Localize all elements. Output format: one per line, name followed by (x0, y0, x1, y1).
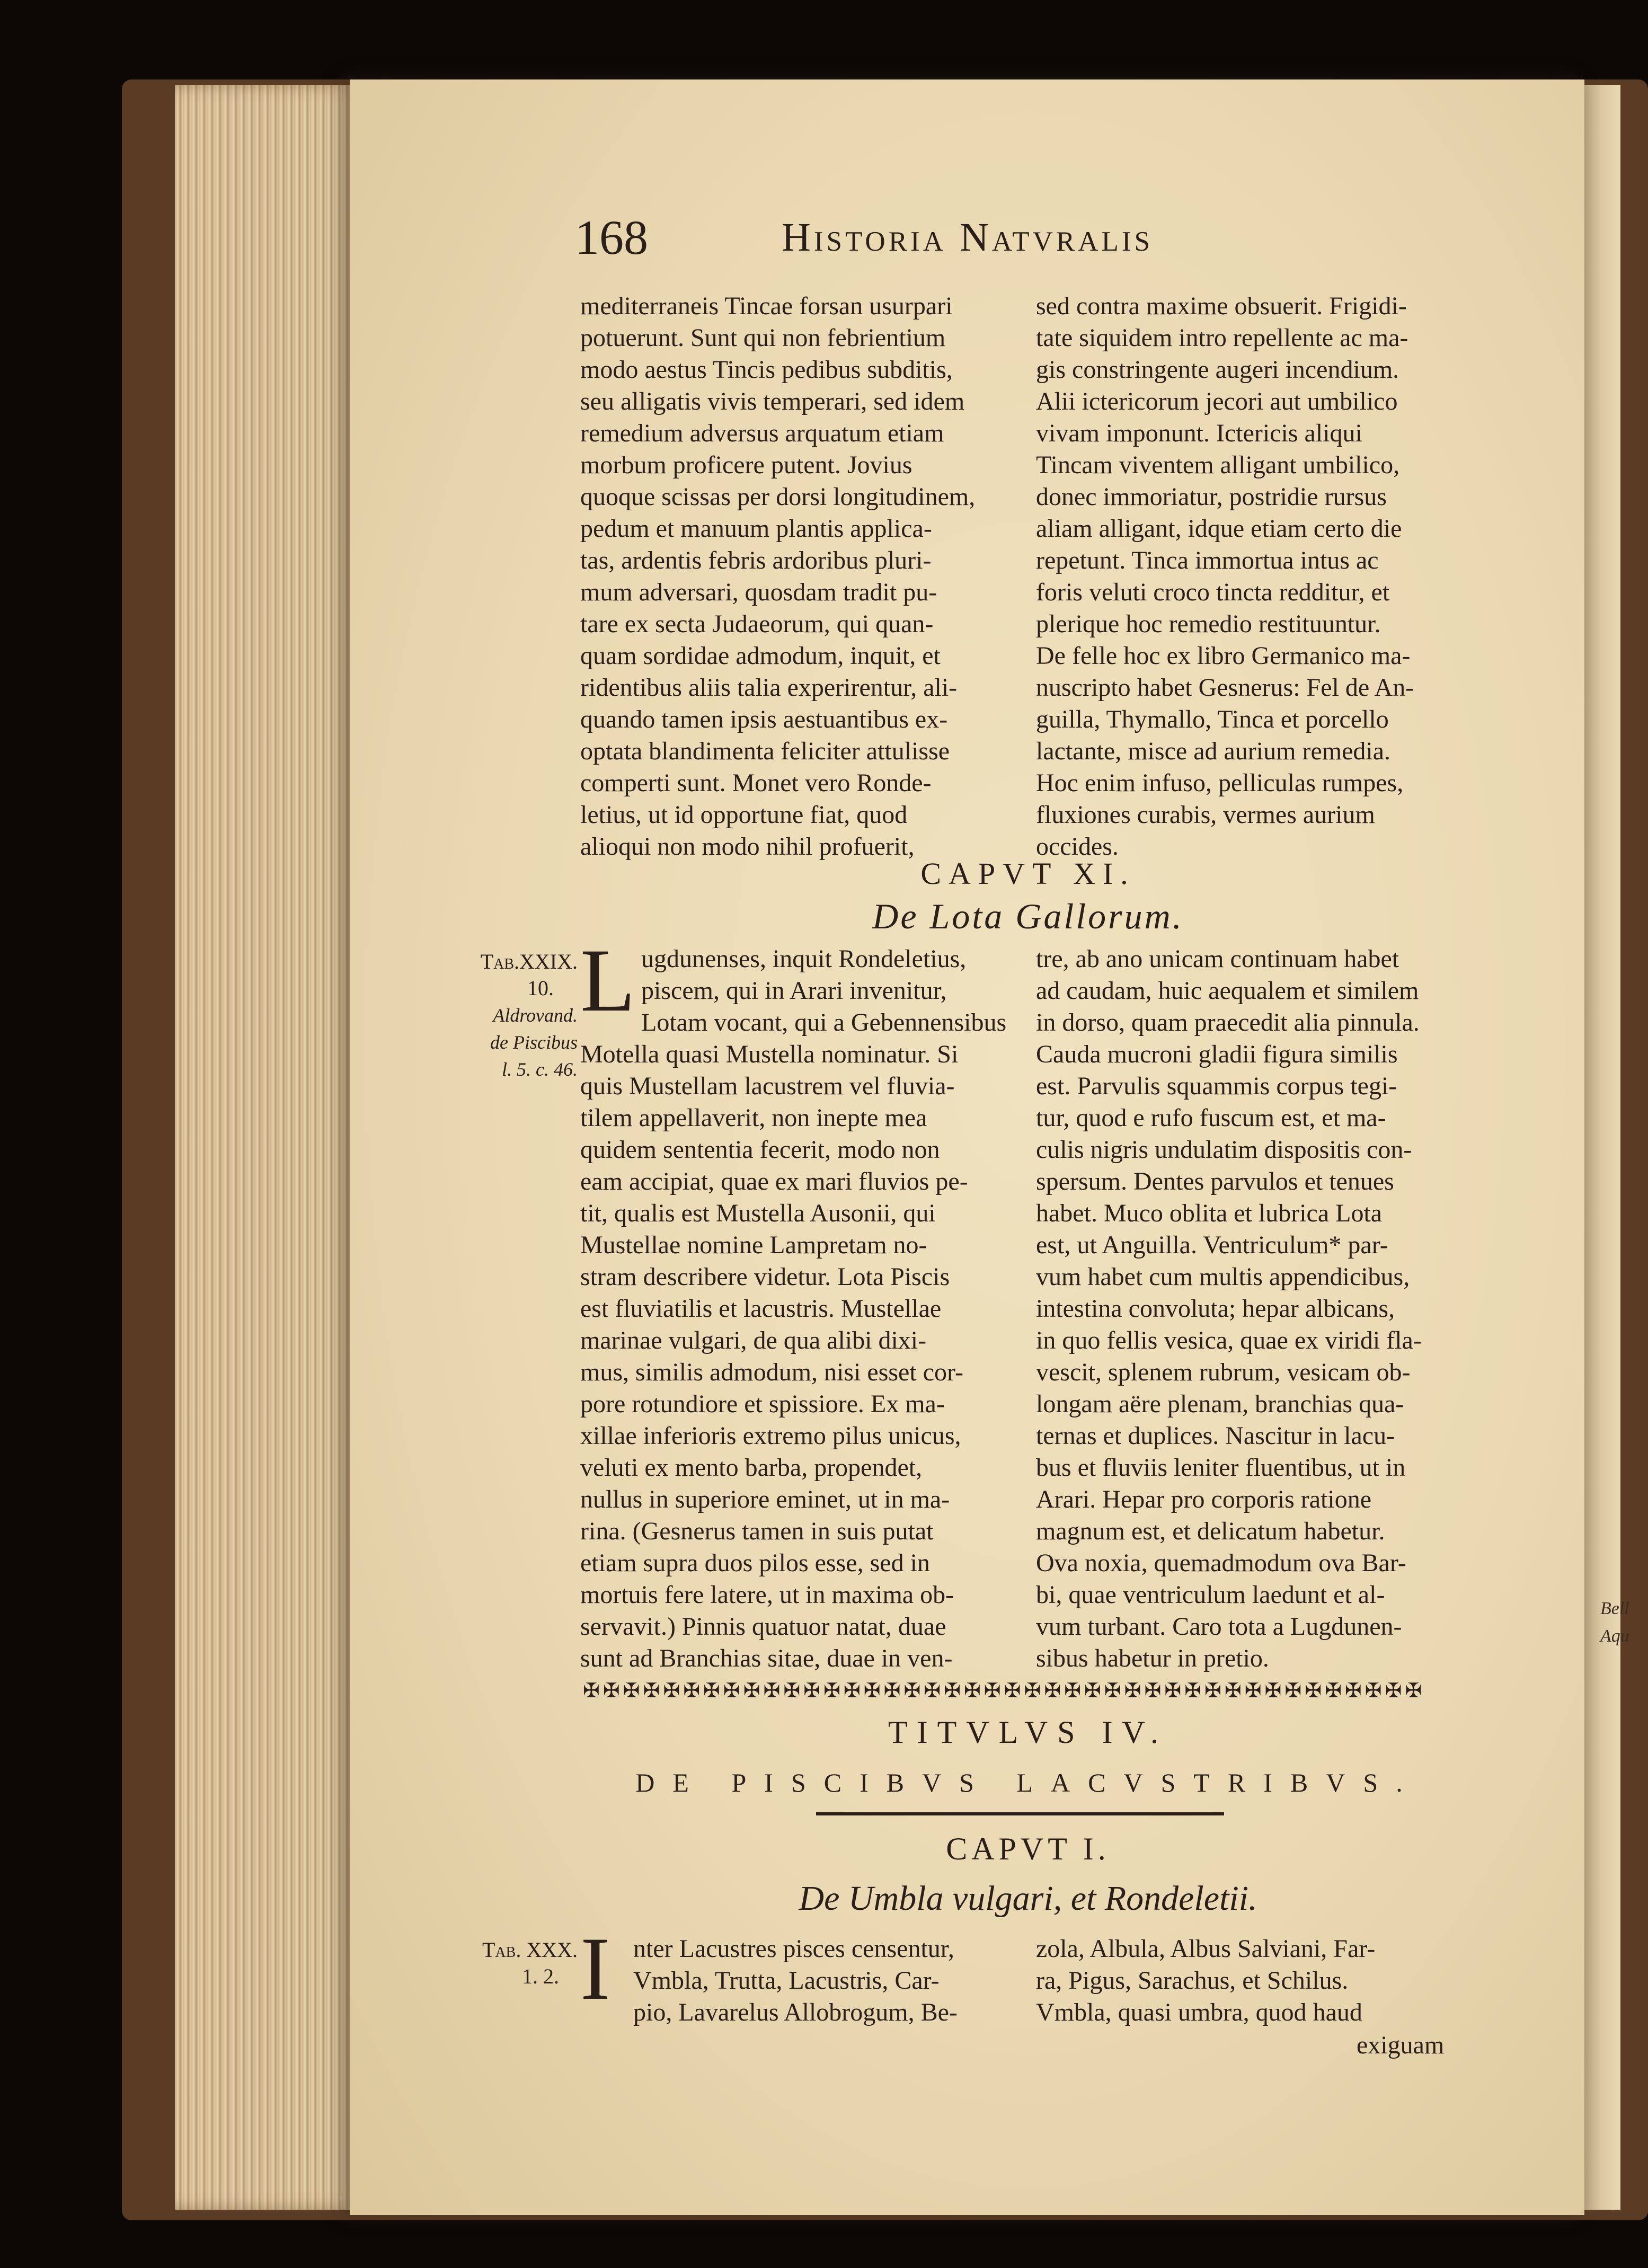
chapter-title: De Umbla vulgari, et Rondeletii. (799, 1879, 1257, 1918)
chapter-i-right-column (1036, 1933, 1476, 2028)
text-line: remedium adversus arquatum etiam (580, 419, 944, 447)
text-line: mus, similis admodum, nisi esset cor- (580, 1358, 963, 1386)
text-line: Motella quasi Mustella nominatur. Si (580, 1040, 959, 1068)
text-line: sunt ad Branchias sitae, duae in ven- (580, 1644, 953, 1672)
text-line: gis constringente augeri incendium. (1036, 356, 1399, 384)
text-line: potuerunt. Sunt qui non febrientium (580, 324, 946, 352)
text-line: tilem appellaverit, non inepte mea (580, 1104, 927, 1132)
text-line: vum habet cum multis appendicibus, (1036, 1263, 1410, 1291)
text-line: ugdunenses, inquit Rondeletius, (641, 945, 967, 973)
text-line: etiam supra duos pilos esse, sed in (580, 1549, 930, 1577)
text-line: est, ut Anguilla. Ventriculum* par- (1036, 1231, 1388, 1259)
text-line: mediterraneis Tincae forsan usurpari (580, 292, 953, 320)
text-line: stram describere videtur. Lota Piscis (580, 1263, 950, 1291)
text-line: repetunt. Tinca immortua intus ac (1036, 546, 1379, 574)
text-line: fluxiones curabis, vermes aurium (1036, 801, 1375, 829)
text-line: nter Lacustres pisces censentur, (633, 1935, 954, 1963)
text-line: tate siquidem intro repellente ac ma- (1036, 324, 1408, 352)
text-line: quis Mustellam lacustrem vel fluvia- (580, 1072, 955, 1100)
text-line: tre, ab ano unicam continuam habet (1036, 945, 1399, 973)
text-line: ra, Pigus, Sarachus, et Schilus. (1036, 1966, 1349, 1995)
text-line: Hoc enim infuso, pelliculas rumpes, (1036, 769, 1404, 797)
chapter-i-left-column (633, 1933, 1020, 2028)
text-line: plerique hoc remedio restituuntur. (1036, 610, 1381, 638)
text-line: Cauda mucroni gladii figura similis (1036, 1040, 1398, 1068)
text-line: in quo fellis vesica, quae ex viridi fla- (1036, 1326, 1422, 1354)
text-line: De felle hoc ex libro Germanico ma- (1036, 642, 1411, 670)
page-number: 168 (575, 210, 648, 264)
text-line: vum turbant. Caro tota a Lugdunen- (1036, 1613, 1402, 1641)
text-line: in dorso, quam praecedit alia pinnula. (1036, 1008, 1420, 1036)
text-line: Vmbla, quasi umbra, quod haud (1036, 1998, 1362, 2026)
text-line: tare ex secta Judaeorum, qui quan- (580, 610, 934, 638)
facing-page-fragment: Bell Aqu (1600, 1599, 1629, 1646)
text-line: tas, ardentis febris ardoribus pluri- (580, 546, 932, 574)
text-line: veluti ex mento barba, propendet, (580, 1454, 923, 1482)
text-line: quando tamen ipsis aestuantibus ex- (580, 705, 948, 733)
text-line: ridentibus aliis talia experirentur, ali- (580, 674, 958, 702)
text-line: Mustellae nomine Lampretam no- (580, 1231, 927, 1259)
text-line: nullus in superiore eminet, ut in ma- (580, 1485, 950, 1513)
section-heading: TITVLVS IV. (888, 1715, 1168, 1750)
text-line: aliam alligant, idque etiam certo die (1036, 515, 1402, 543)
text-line: ad caudam, huic aequalem et similem (1036, 977, 1419, 1005)
text-line: quam sordidae admodum, inquit, et (580, 642, 941, 670)
text-line: pore rotundiore et spissiore. Ex ma- (580, 1390, 945, 1418)
text-line: vescit, splenem rubrum, vesicam ob- (1036, 1358, 1411, 1386)
text-line: zola, Albula, Albus Salviani, Far- (1036, 1935, 1376, 1963)
text-line: longam aëre plenam, branchias qua- (1036, 1390, 1404, 1418)
text-line: Arari. Hepar pro corporis ratione (1036, 1485, 1372, 1513)
text-line: Alii ictericorum jecori aut umbilico (1036, 387, 1398, 415)
text-line: Tincam viventem alligant umbilico, (1036, 451, 1400, 479)
text-line: nuscripto habet Gesnerus: Fel de An- (1036, 674, 1414, 702)
text-line: mortuis fere latere, ut in maxima ob- (580, 1581, 954, 1609)
text-line: pio, Lavarelus Allobrogum, Be- (633, 1998, 958, 2026)
text-line: quidem sententia fecerit, modo non (580, 1136, 940, 1164)
text-column-right-top (1036, 290, 1476, 863)
chapter-title: De Lota Gallorum. (872, 896, 1184, 936)
text-line: servavit.) Pinnis quatuor natat, duae (580, 1613, 946, 1641)
text-line: piscem, qui in Arari invenitur, (641, 977, 947, 1005)
drop-cap: I (580, 1919, 610, 2018)
text-line: sibus habetur in pretio. (1036, 1644, 1269, 1672)
text-line: vivam imponunt. Ictericis aliqui (1036, 419, 1362, 447)
catchword: exiguam (1357, 2031, 1445, 2059)
text-line: quoque scissas per dorsi longitudinem, (580, 483, 976, 511)
running-title: Historia Natvralis (782, 215, 1154, 260)
text-line: mum adversari, quosdam tradit pu- (580, 578, 937, 606)
chapter-xi-right-column (1036, 943, 1476, 1675)
text-line: optata blandimenta feliciter attulisse (580, 737, 950, 765)
text-column-left-top (580, 290, 1017, 863)
text-line: donec immoriatur, postridie rursus (1036, 483, 1387, 511)
text-line: lactante, misce ad aurium remedia. (1036, 737, 1391, 765)
section-subtitle: DE PISCIBVS LACVSTRIBVS. (635, 1768, 1421, 1797)
text-line: xillae inferioris extremo pilus unicus, (580, 1422, 961, 1450)
text-line: sed contra maxime obsuerit. Frigidi- (1036, 292, 1407, 320)
text-line: Ova noxia, quemadmodum ova Bar- (1036, 1549, 1406, 1577)
text-line: habet. Muco oblita et lubrica Lota (1036, 1199, 1383, 1227)
page-header (575, 209, 1476, 268)
chapter-xi-left-column (580, 1039, 1020, 1675)
text-line: intestina convoluta; hepar albicans, (1036, 1295, 1395, 1323)
text-line: tit, qualis est Mustella Ausonii, qui (580, 1199, 936, 1227)
text-line: Lotam vocant, qui a Gebennensibus (641, 1008, 1007, 1036)
text-line: letius, ut id opportune fiat, quod (580, 801, 908, 829)
text-line: comperti sunt. Monet vero Ronde- (580, 769, 932, 797)
text-line: tur, quod e rufo fuscum est, et ma- (1036, 1104, 1386, 1132)
ornamental-divider: ✠✠✠✠✠✠✠✠✠✠✠✠✠✠✠✠✠✠✠✠✠✠✠✠✠✠✠✠✠✠✠✠✠✠✠✠✠✠✠✠✠✠ (583, 1680, 1425, 1702)
text-line: occides. (1036, 832, 1119, 861)
text-line: morbum proficere putent. Jovius (580, 451, 912, 479)
horizontal-rule (816, 1812, 1224, 1815)
text-line: pedum et manuum plantis applica- (580, 515, 932, 543)
chapter-heading: CAPVT I. (946, 1831, 1110, 1866)
margin-reference: Tab.XXIX. 10. Aldrovand. de Piscibus l. 5. c. 46. (480, 950, 578, 1080)
text-line: ternas et duplices. Nascitur in lacu- (1036, 1422, 1395, 1450)
drop-cap: L (580, 931, 635, 1030)
text-line: magnum est, et delicatum habetur. (1036, 1517, 1385, 1545)
text-line: alioqui non modo nihil profuerit, (580, 832, 915, 861)
text-line: culis nigris undulatim dispositis con- (1036, 1136, 1412, 1164)
chapter-xi-left-first-lines (641, 943, 1023, 1039)
text-line: Vmbla, Trutta, Lacustris, Car- (633, 1966, 940, 1995)
text-line: est fluviatilis et lacustris. Mustellae (580, 1295, 942, 1323)
text-line: spersum. Dentes parvulos et tenues (1036, 1167, 1394, 1195)
chapter-heading: CAPVT XI. (920, 856, 1136, 891)
text-line: bus et fluviis leniter fluentibus, ut in (1036, 1454, 1406, 1482)
margin-reference: Tab. XXX. 1. 2. (482, 1938, 578, 1988)
text-line: seu alligatis vivis temperari, sed idem (580, 387, 965, 415)
text-line: est. Parvulis squammis corpus tegi- (1036, 1072, 1397, 1100)
text-line: foris veluti croco tincta redditur, et (1036, 578, 1390, 606)
text-line: bi, quae ventriculum laedunt et al- (1036, 1581, 1385, 1609)
page-edges (175, 85, 376, 2210)
text-line: guilla, Thymallo, Tinca et porcello (1036, 705, 1389, 733)
text-line: rina. (Gesnerus tamen in suis putat (580, 1517, 934, 1545)
text-line: eam accipiat, quae ex mari fluvios pe- (580, 1167, 968, 1195)
text-line: modo aestus Tincis pedibus subditis, (580, 356, 953, 384)
text-line: marinae vulgari, de qua alibi dixi- (580, 1326, 927, 1354)
